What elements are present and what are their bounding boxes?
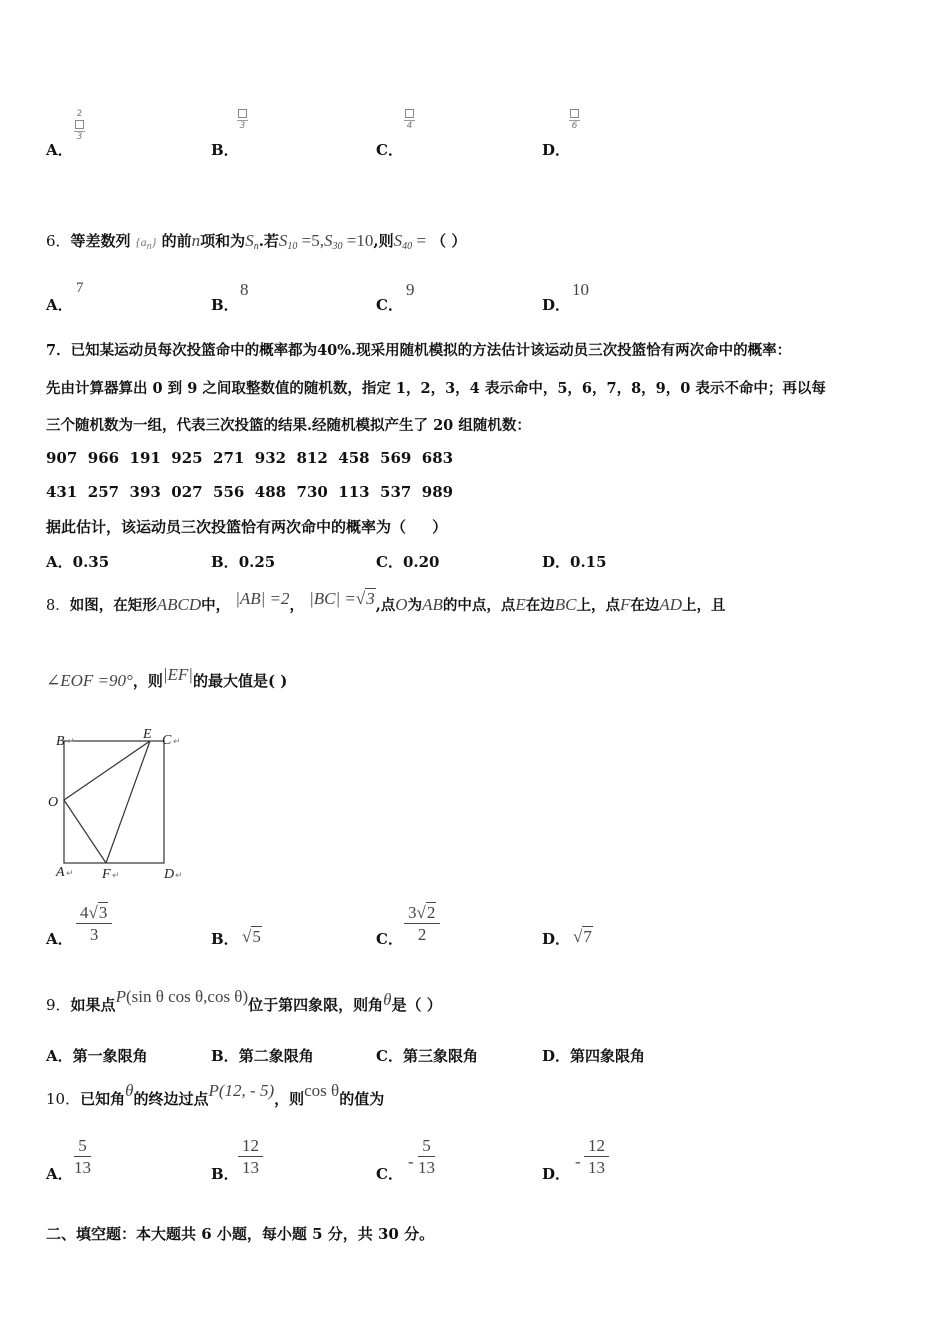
q9-option-b: B．第二象限角 [211, 1047, 314, 1065]
section-2-heading: 二、填空题：本大题共 6 小题，每小题 5 分，共 30 分。 [46, 1225, 435, 1243]
q10-options: A． $\frac{5}{13}$ B． $\frac{12}{13}$ C． - $\frac{5}{13}$ D． - $\frac{12}{13}$ [0, 1136, 950, 1188]
random-numbers-row-2: 431 257 393 027 556 488 730 113 537 989 [46, 483, 454, 501]
q8-option-c: C． [376, 930, 403, 948]
q10-option-a: A． [46, 1165, 73, 1183]
label-c: C [162, 733, 172, 748]
question-10: 10．已知角θ的终边过点P(12, - 5)，则cos θ的值为 [46, 1081, 385, 1108]
label-a: A [56, 865, 65, 880]
q10-option-b: B． [211, 1165, 239, 1183]
q9-option-a: A．第一象限角 [46, 1047, 148, 1065]
q9-option-c: C．第三象限角 [376, 1047, 478, 1065]
question-7-line3: 三个随机数为一组，代表三次投篮的结果.经随机模拟产生了 20 组随机数： [46, 417, 531, 434]
q7-options [0, 551, 950, 573]
svg-text:↵: ↵ [173, 737, 181, 747]
question-7-line2: 先由计算器算出 0 到 9 之间取整数值的随机数，指定 1，2，3，4 表示命中，5，6，7，8，9，0 表示不命中；再以每 [46, 380, 826, 397]
label-o: O [48, 795, 59, 810]
q8-options: A． $\frac{4√3}{3}$ B． √5 C． $\frac{3√2}{2}$ D． √7 [46, 903, 592, 948]
q7-option-a: A．0.35 [46, 553, 110, 571]
svg-text:↵: ↵ [175, 871, 183, 881]
segment-of [64, 800, 106, 863]
q8-option-b: B． [211, 930, 239, 948]
segment-oe [64, 741, 150, 800]
svg-text:↵: ↵ [66, 869, 74, 879]
label-e: E [143, 727, 152, 742]
q6-option-b: B． [211, 296, 239, 314]
segment-ef [106, 741, 150, 863]
question-8: 8．如图，在矩形ABCD中， |AB| =2， |BC| =√3,点O为AB的中点，点E在边BC上，点F在边AD上，且 [46, 589, 726, 614]
q7-option-d: D．0.15 [542, 553, 607, 571]
q5-options: 2 3 A． 3 B． 4 C． 6 D． [0, 105, 950, 165]
q6-options: A． 7 B． 8 C． 9 D． 10 [46, 280, 589, 314]
q8-option-a: A． [46, 930, 73, 948]
label-d: D [164, 867, 175, 882]
q9-options [0, 1045, 950, 1067]
random-numbers-row-1: 907 966 191 925 271 932 812 458 569 683 [46, 449, 454, 467]
q10-option-c: C． [376, 1165, 403, 1183]
q7-option-c: C．0.20 [376, 553, 440, 571]
question-7-line4: 据此估计，该运动员三次投篮恰有两次命中的概率为（ ） [46, 518, 448, 536]
question-9: 9．如果点P(sin θ cos θ,cos θ)位于第四象限，则角θ是（ ） [46, 987, 442, 1014]
label-f: F [102, 867, 111, 882]
label-b: B [56, 734, 65, 749]
q6-option-d: D． [542, 296, 571, 314]
q9-option-d: D．第四象限角 [542, 1047, 646, 1065]
rectangle-abcd [64, 741, 164, 863]
rectangle-figure [44, 722, 194, 887]
q6-option-a: A． [46, 296, 73, 314]
q10-option-d: D． [542, 1165, 571, 1183]
question-6: 6．等差数列 $\{a_n\}$ 的前n项和为$S_n$.若$S_{10} =5,S_{30} =10$,则$S_{40}$ = （ ） [46, 231, 467, 252]
q6-option-c: C． [376, 296, 403, 314]
q8-option-d: D． [542, 930, 571, 948]
question-7-line1: 7．已知某运动员每次投篮命中的概率都为40%.现采用随机模拟的方法估计该运动员三次投篮恰有两次命中的概率： [46, 342, 792, 359]
question-8-line2: ∠EOF =90°，则|EF|的最大值是( ) [46, 665, 288, 690]
svg-text:↵: ↵ [112, 871, 120, 881]
svg-text:↵: ↵ [67, 737, 75, 747]
q7-option-b: B．0.25 [211, 553, 276, 571]
